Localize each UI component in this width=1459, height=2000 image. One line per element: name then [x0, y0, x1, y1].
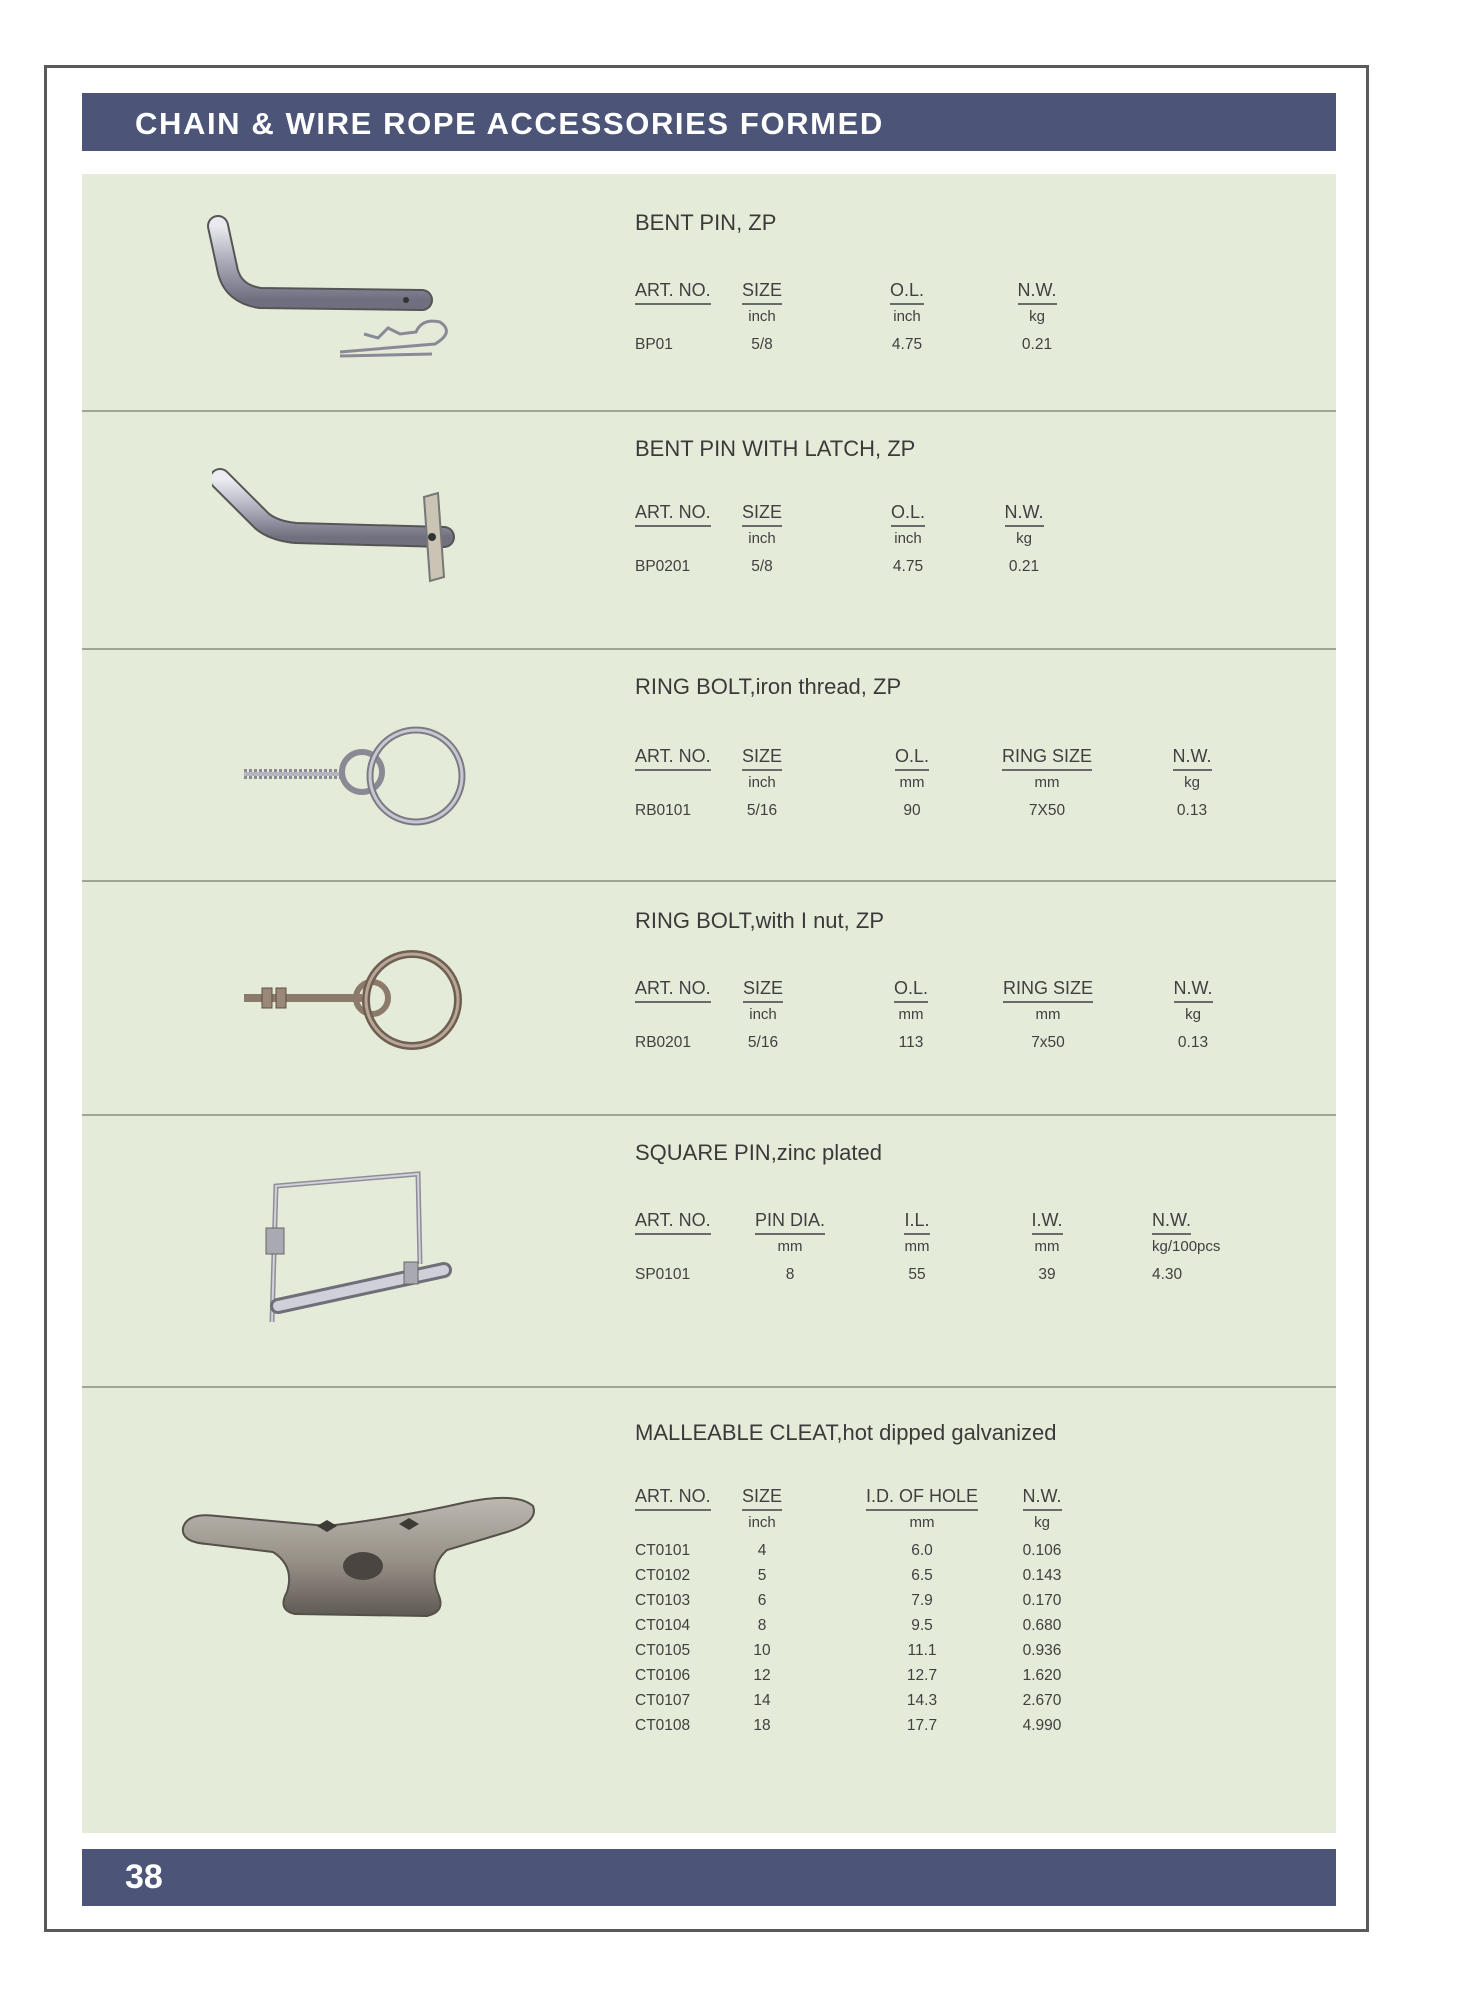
col-size: SIZE inch 5/16 — [742, 978, 783, 1051]
product-title: MALLEABLE CLEAT,hot dipped galvanized — [635, 1420, 1057, 1445]
product-title: RING BOLT,iron thread, ZP — [635, 674, 902, 699]
col-size: SIZE inch 5/16 — [741, 746, 782, 819]
bent-pin-with-latch-image — [212, 467, 472, 607]
col-ol: O.L. mm 90 — [894, 746, 929, 819]
col-art-no: ART. NO. SP0101 — [635, 1210, 711, 1283]
col-size: SIZE inch 4 5 6 8 10 12 14 18 — [741, 1486, 782, 1734]
product-title: RING BOLT,with I nut, ZP — [635, 908, 884, 933]
col-art-no: ART. NO. RB0201 — [635, 978, 711, 1051]
header-band — [82, 93, 1336, 151]
col-nw: N.W. kg 0.106 0.143 0.170 0.680 0.936 1.620 2.670 4.990 — [1022, 1486, 1062, 1734]
product-section-square-pin — [82, 1116, 1336, 1386]
col-ol: O.L. mm 113 — [893, 978, 928, 1051]
col-pin-dia: PIN DIA. mm 8 — [754, 1210, 825, 1283]
malleable-cleat-image — [177, 1488, 547, 1648]
product-title: BENT PIN, ZP — [635, 210, 777, 235]
col-ring-size: RING SIZE mm 7x50 — [1002, 978, 1093, 1051]
col-ring-size: RING SIZE mm 7X50 — [1001, 746, 1092, 819]
col-art-no: ART. NO. BP01 — [635, 280, 711, 353]
ring-bolt-iron-thread-image — [242, 720, 502, 850]
col-size: SIZE inch 5/8 — [741, 502, 782, 575]
product-section-malleable-cleat — [82, 1388, 1336, 1833]
col-il: I.L. mm 55 — [904, 1210, 930, 1283]
product-section-bent-pin-latch — [82, 412, 1336, 648]
col-nw: N.W. kg 0.21 — [1017, 280, 1057, 353]
product-section-ring-bolt-nut — [82, 882, 1336, 1114]
page-number: 38 — [125, 1858, 163, 1896]
col-id-of-hole: I.D. OF HOLE mm 6.0 6.5 7.9 9.5 11.1 12.7 14.3 17.7 — [865, 1486, 979, 1734]
col-nw: N.W. kg 0.21 — [1004, 502, 1044, 575]
ring-bolt-with-nut-image — [242, 942, 482, 1072]
product-section-bent-pin — [82, 174, 1336, 410]
col-size: SIZE inch 5/8 — [741, 280, 782, 353]
col-nw: N.W. kg/100pcs 4.30 — [1152, 1210, 1221, 1283]
square-pin-image — [258, 1166, 458, 1346]
product-section-ring-bolt-iron-thread — [82, 650, 1336, 880]
col-ol: O.L. inch 4.75 — [889, 280, 924, 353]
product-title: SQUARE PIN,zinc plated — [635, 1140, 882, 1165]
catalog-content — [82, 174, 1336, 1833]
col-iw: I.W. mm 39 — [1031, 1210, 1063, 1283]
col-nw: N.W. kg 0.13 — [1172, 746, 1212, 819]
col-art-no: ART. NO. CT0101 CT0102 CT0103 CT0104 CT0105 CT0106 CT0107 CT0108 — [635, 1486, 711, 1734]
footer-band — [82, 1849, 1336, 1906]
col-art-no: ART. NO. RB0101 — [635, 746, 711, 819]
col-ol: O.L. inch 4.75 — [890, 502, 925, 575]
bent-pin-image — [200, 214, 460, 374]
col-art-no: ART. NO. BP0201 — [635, 502, 711, 575]
page-title: CHAIN & WIRE ROPE ACCESSORIES FORMED — [135, 106, 884, 141]
col-nw: N.W. kg 0.13 — [1173, 978, 1213, 1051]
product-title: BENT PIN WITH LATCH, ZP — [635, 436, 916, 461]
